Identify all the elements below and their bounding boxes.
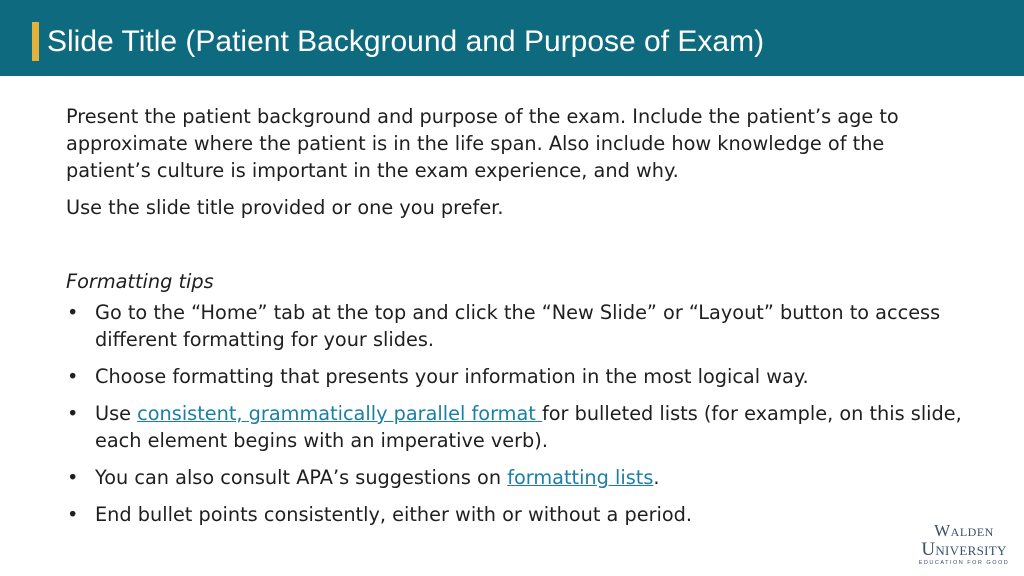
logo-tagline: EDUCATION FOR GOOD: [918, 560, 1010, 566]
bullet-glyph: •: [67, 301, 79, 324]
list-item: [66, 464, 966, 491]
body-paragraph-2: Use the slide title provided or one you prefer.: [66, 196, 504, 219]
bullet-glyph: •: [67, 503, 79, 526]
bullet-text: End bullet points consistently, either with or without a period.: [95, 503, 693, 526]
bullet-glyph: •: [67, 466, 79, 489]
formatting-tips-heading: Formatting tips: [66, 270, 214, 293]
bullet-text: Go to the “Home” tab at the top and click the “New Slide” or “Layout” button to access different formatting for your slides.: [95, 301, 941, 351]
logo-line-university: University: [921, 539, 1007, 560]
title-bar: [0, 0, 1024, 76]
bullet-text-suffix: .: [653, 466, 660, 489]
spacer: [66, 231, 966, 268]
list-item: [66, 299, 966, 353]
body-paragraph-1: Present the patient background and purpose of the exam. Include the patient’s age to approximate where the patient is in the life span. Also include how knowledge of the patient’s culture is important in the exam experience, and why.: [66, 105, 899, 182]
formatting-lists-link[interactable]: formatting lists: [507, 466, 654, 489]
slide-title: Slide Title (Patient Background and Purpose of Exam): [47, 25, 765, 58]
bullet-glyph: •: [67, 365, 79, 388]
bullet-text-suffix: for bulleted lists (for example, on this slide, each element begins with an imperative verb).: [95, 402, 962, 452]
bullet-text-prefix: Use: [95, 402, 138, 425]
title-accent-bar: [32, 22, 39, 61]
slide-body: [66, 103, 966, 538]
list-item: [66, 400, 966, 454]
bullet-text: Choose formatting that presents your information in the most logical way.: [95, 365, 809, 388]
list-item: [66, 363, 966, 390]
parallel-format-link[interactable]: consistent, grammatically parallel format: [137, 402, 542, 425]
bullet-glyph: •: [67, 402, 79, 425]
logo-line-walden: Walden: [934, 521, 994, 540]
bullet-text-prefix: You can also consult APA’s suggestions on: [95, 466, 508, 489]
walden-university-logo: [912, 522, 1016, 568]
list-item: [66, 501, 966, 528]
formatting-tips-list: [66, 299, 966, 528]
